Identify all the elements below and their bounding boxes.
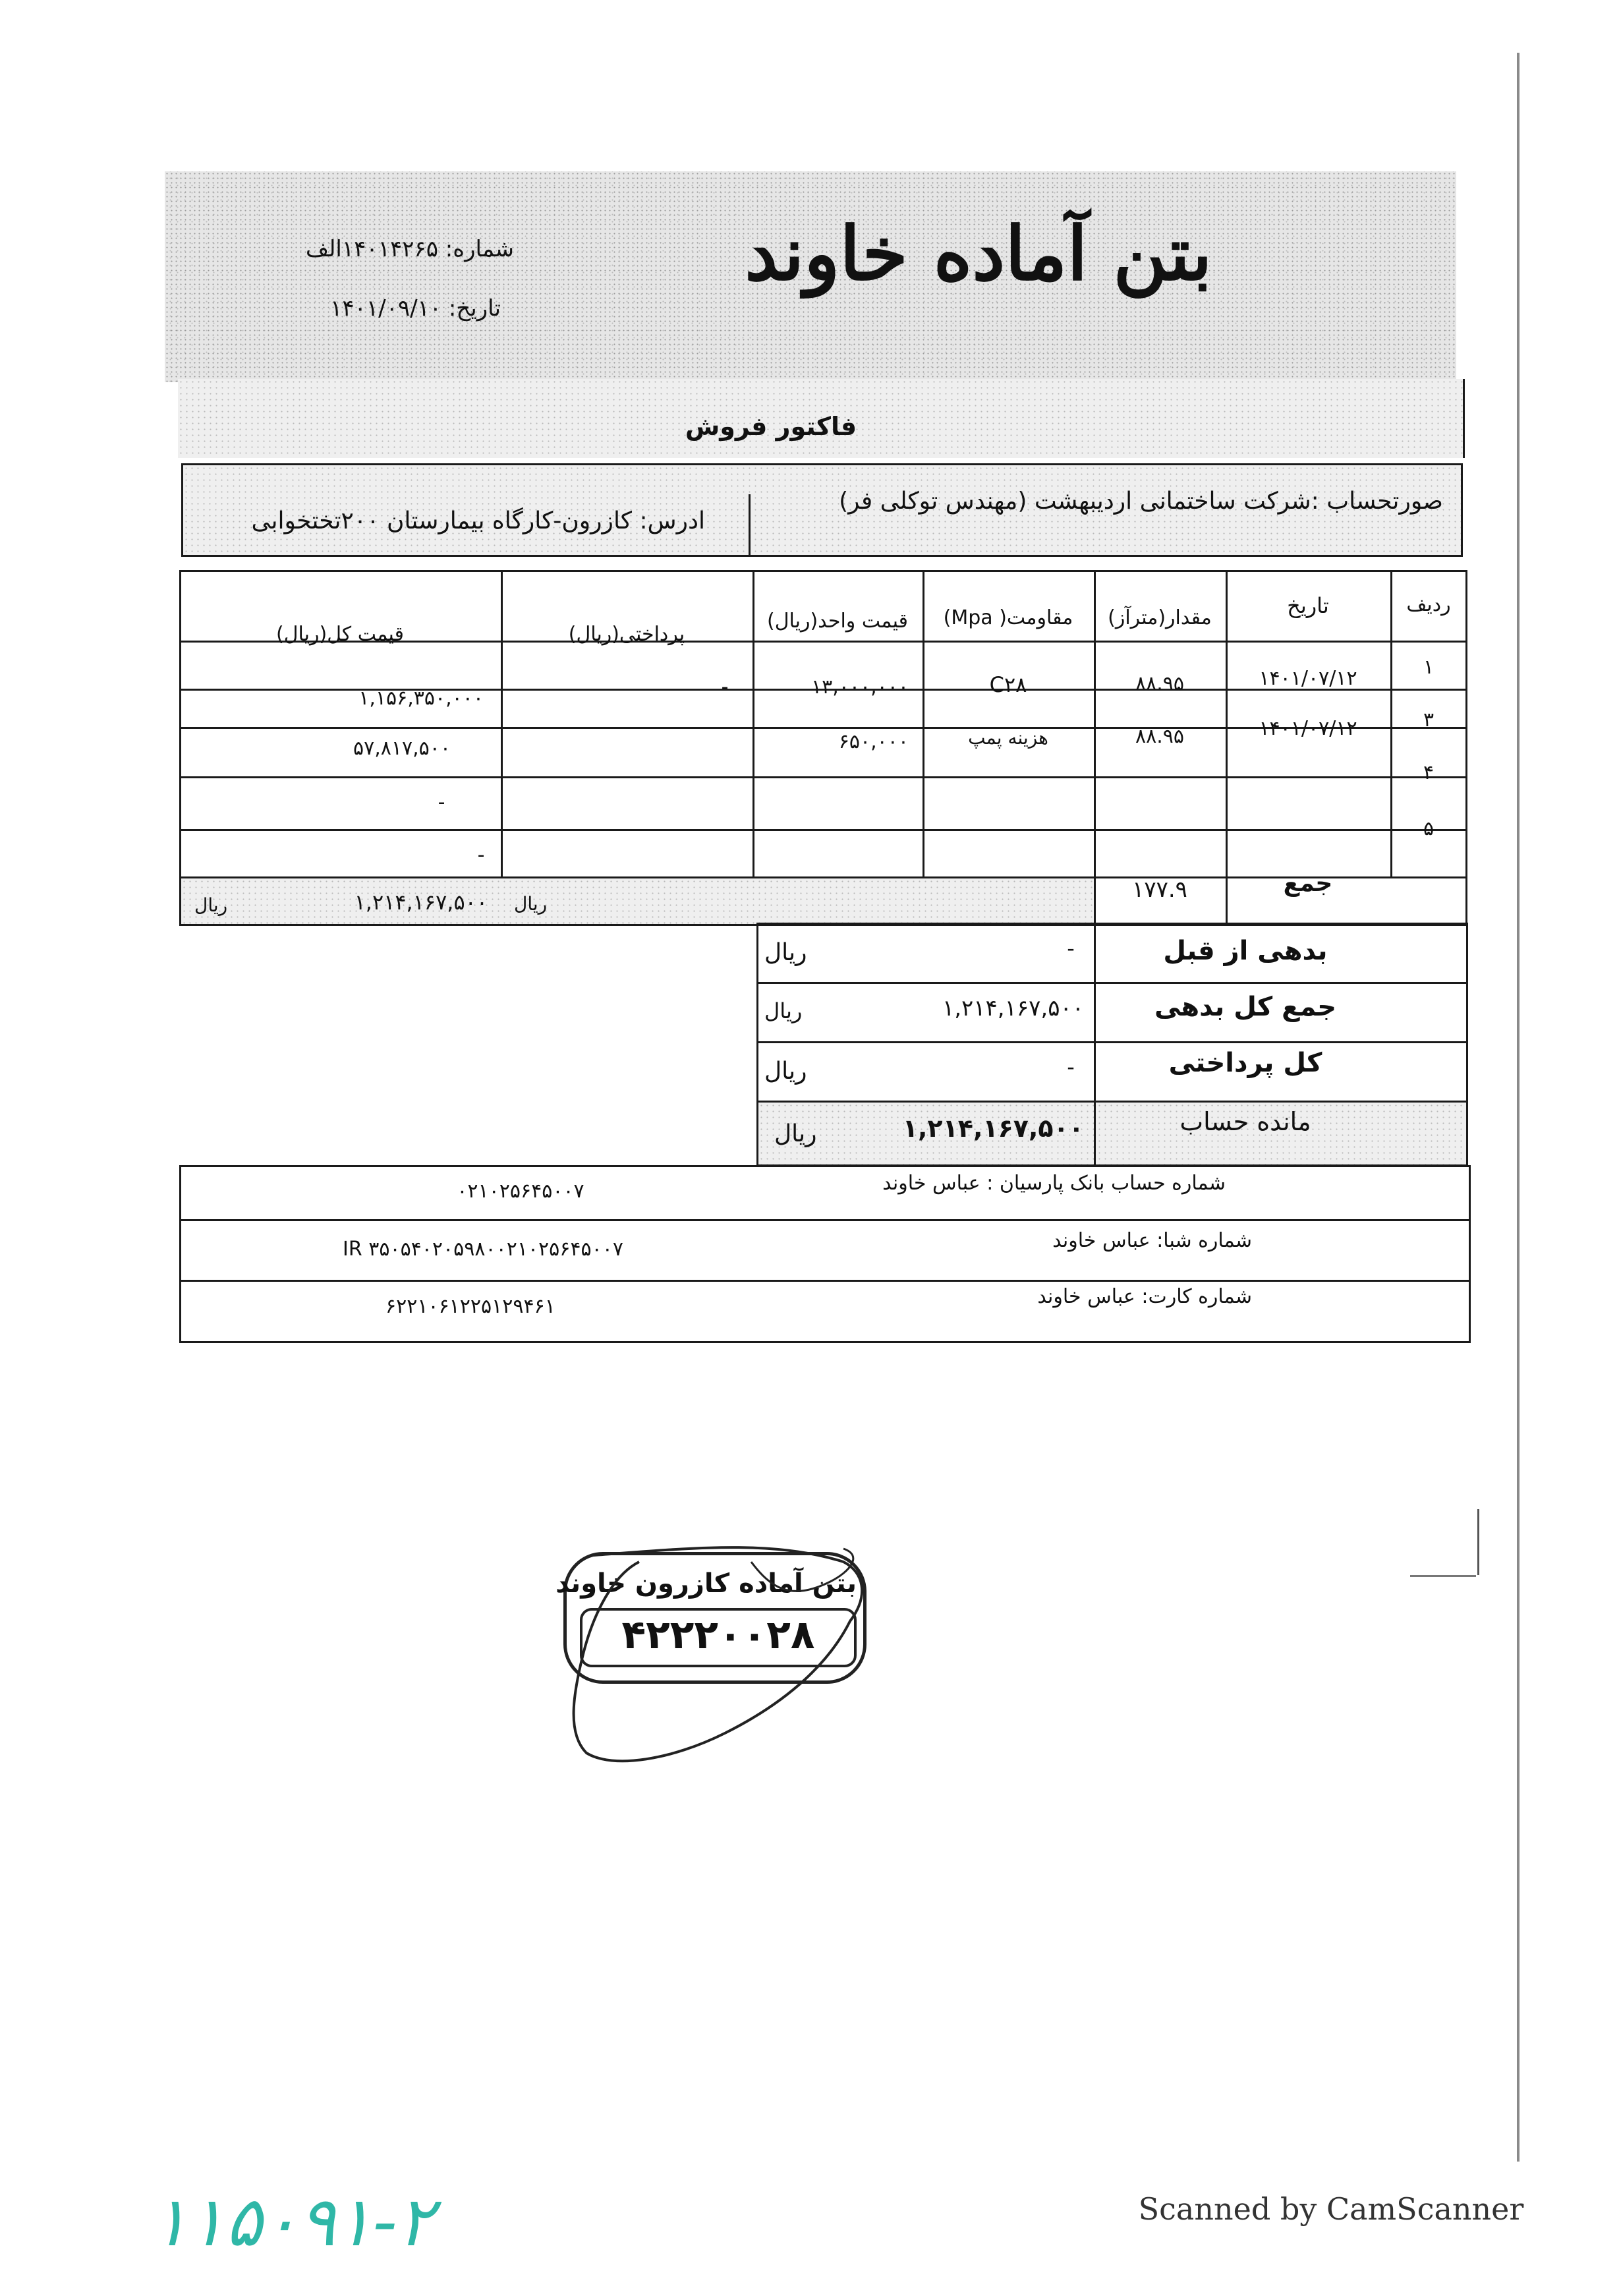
signature-scribble <box>554 1535 923 1779</box>
summary-divider <box>1094 1103 1096 1164</box>
col-header-date: تاریخ <box>1287 593 1329 618</box>
sum-label: جمع <box>1283 870 1333 897</box>
bank-account-value: ۰۲۱۰۲۵۶۴۵۰۰۷ <box>457 1180 584 1203</box>
stamp-text-line1: بتن آماده کازرون خاوند <box>555 1568 857 1599</box>
sum-total-unit: ریال <box>194 894 228 916</box>
col-header-payment: پرداختی(ریال) <box>568 623 685 646</box>
table-row-2-unit-price: ۶۵۰,۰۰۰ <box>838 730 909 753</box>
balance-label: مانده حساب <box>1179 1107 1311 1136</box>
card-number-value: ۶۲۲۱۰۶۱۲۲۵۱۲۹۴۶۱ <box>385 1295 555 1318</box>
total-paid-unit: ریال <box>764 1058 807 1085</box>
previous-debt-unit: ریال <box>764 939 807 966</box>
previous-debt-value: - <box>1067 936 1075 961</box>
total-paid-label: کل پرداختی <box>1168 1048 1322 1078</box>
table-row-4-total-price: - <box>477 844 485 867</box>
invoice-date-value: ۱۴۰۱/۰۹/۱۰ <box>330 295 442 322</box>
customer-account: صورتحساب :شرکت ساختمانی اردیبهشت (مهندس توکلی فر) <box>839 488 1443 515</box>
invoice-date <box>237 295 501 322</box>
summary-rule <box>756 982 1468 984</box>
balance-value: ۱,۲۱۴,۱۶۷,۵۰۰ <box>902 1114 1084 1143</box>
table-row-3-number: ۴ <box>1423 761 1434 784</box>
iban-label: شماره شبا: عباس خاوند <box>1052 1229 1252 1252</box>
table-row-1-quantity: ۸۸.۹۵ <box>1135 672 1184 695</box>
table-row-1-total-price: ۱,۱۵۶,۳۵۰,۰۰۰ <box>358 687 484 710</box>
table-row-2-total-price: ۵۷,۸۱۷,۵۰۰ <box>353 737 451 760</box>
balance-unit: ریال <box>774 1120 817 1147</box>
col-header-total-price: قیمت کل(ریال) <box>276 623 404 646</box>
table-row-1-number: ۱ <box>1423 656 1434 679</box>
handwritten-note: ۱۱۵۰۹۱-۲ <box>152 2181 434 2262</box>
col-header-row: ردیف <box>1406 593 1451 616</box>
scan-edge-line <box>1517 53 1520 2162</box>
previous-debt-label: بدهی از قبل <box>1163 936 1328 966</box>
company-name: بتن آماده خاوند <box>745 211 1212 297</box>
invoice-number <box>237 236 514 262</box>
invoice-date-label: تاریخ: <box>448 295 501 322</box>
card-number-label: شماره کارت: عباس خاوند <box>1037 1285 1252 1308</box>
scan-edge-line <box>1477 1509 1479 1575</box>
customer-address: ادرس: کازرون-کارگاه بیمارستان ۲۰۰تختخوابی <box>251 507 705 534</box>
invoice-title: فاکتور فروش <box>685 412 857 441</box>
bank-rule <box>179 1280 1471 1282</box>
sum-quantity: ۱۷۷.۹ <box>1132 876 1187 903</box>
invoice-number-label: شماره: <box>445 236 514 262</box>
table-row-2-number: ۳ <box>1423 708 1434 732</box>
summary-rule <box>756 1041 1468 1043</box>
total-debt-label: جمع کل بدهی <box>1154 992 1337 1022</box>
table-row-1-strength: C۲۸ <box>989 672 1027 697</box>
total-paid-value: - <box>1067 1054 1075 1079</box>
bank-account-label: شماره حساب بانک پارسیان : عباس خاوند <box>882 1172 1226 1195</box>
sum-payment-unit: ریال <box>514 893 548 915</box>
invoice-number-value: ۱۴۰۱۴۲۶۵الف <box>305 236 438 262</box>
table-row-2-date: ۱۴۰۱/۰۷/۱۲ <box>1259 717 1357 740</box>
col-header-strength: مقاومت( Mpa) <box>943 606 1073 629</box>
total-debt-value: ۱,۲۱۴,۱۶۷,۵۰۰ <box>942 995 1084 1021</box>
iban-value: IR ۳۵۰۵۴۰۲۰۵۹۸۰۰۲۱۰۲۵۶۴۵۰۰۷ <box>343 1238 623 1261</box>
camscanner-watermark: Scanned by CamScanner <box>1138 2191 1524 2227</box>
table-row-3-total-price: - <box>438 791 445 814</box>
table-row-2-strength: هزینه پمپ <box>968 727 1048 749</box>
table-rule <box>179 776 1467 778</box>
table-row-2-quantity: ۸۸.۹۵ <box>1135 725 1184 748</box>
table-row-1-unit-price: ۱۳,۰۰۰,۰۰۰ <box>811 675 909 699</box>
col-header-unit-price: قیمت واحد(ریال) <box>766 610 909 633</box>
col-header-quantity: مقدار(مترآز) <box>1108 606 1212 629</box>
total-debt-unit: ریال <box>764 998 803 1023</box>
table-rule <box>179 829 1467 831</box>
bank-rule <box>179 1219 1471 1221</box>
table-row-4-number: ۵ <box>1423 817 1434 840</box>
table-row-1-date: ۱۴۰۱/۰۷/۱۲ <box>1259 667 1357 690</box>
table-row-1-payment: - <box>721 675 729 699</box>
sum-total: ۱,۲۱۴,۱۶۷,۵۰۰ <box>354 890 488 915</box>
scan-edge-line <box>1410 1575 1476 1577</box>
stamp-text-line2: ۴۲۲۲۰۰۲۸ <box>621 1612 815 1658</box>
customer-divider <box>749 494 751 557</box>
